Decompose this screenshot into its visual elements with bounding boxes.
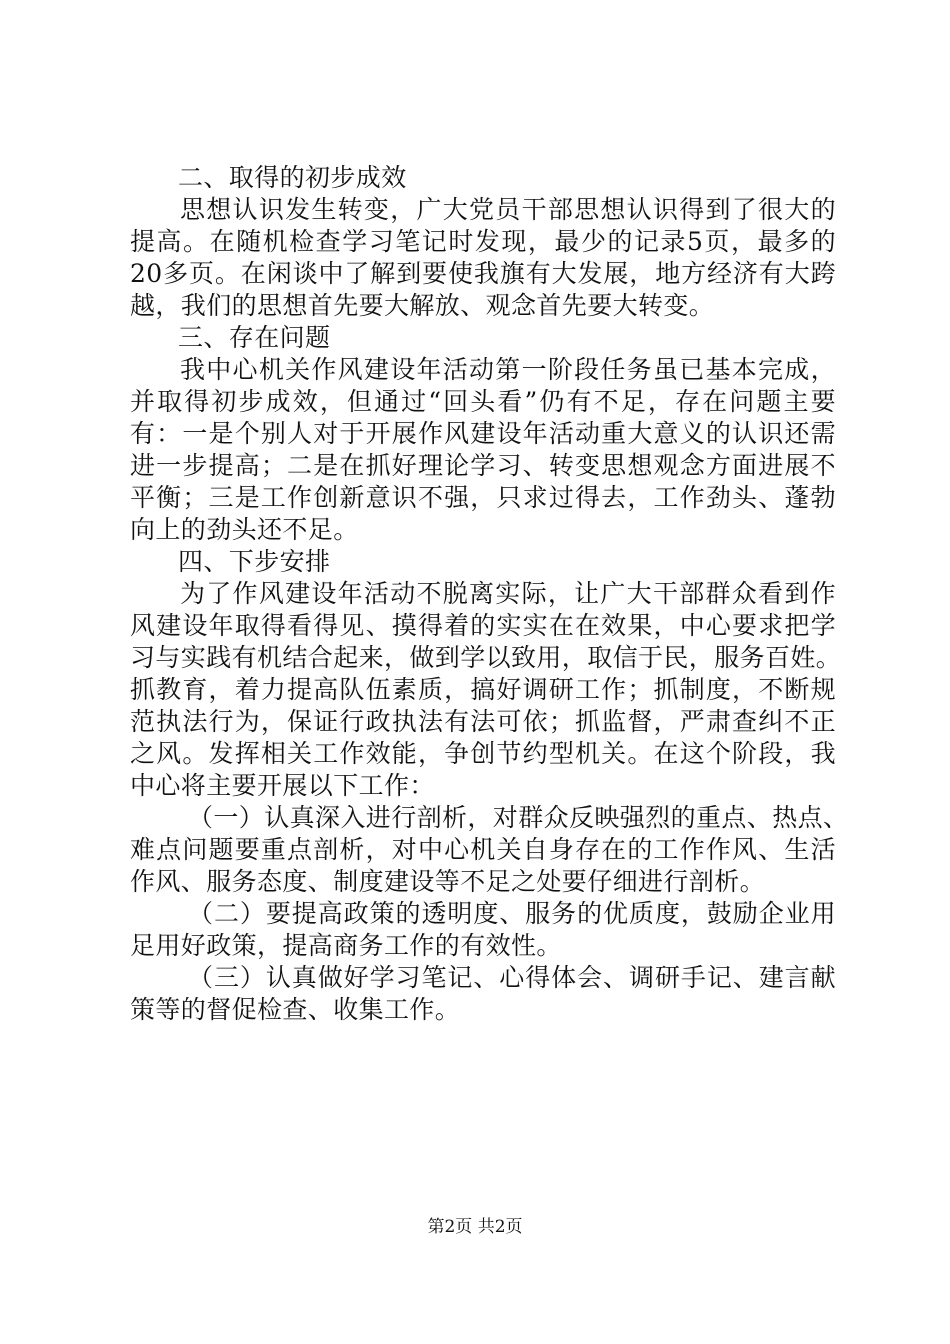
- paragraph-line: 为了作风建设年活动不脱离实际，让广大干部群众看到作: [180, 579, 836, 608]
- paragraph-line: 中心将主要开展以下工作：: [130, 771, 435, 800]
- page-number-footer: 第2页 共2页: [427, 1217, 523, 1237]
- paragraph-line: 并取得初步成效，但通过“回头看”仍有不足，存在问题主要: [130, 387, 836, 416]
- section-heading-problems: 三、存在问题: [178, 323, 331, 352]
- document-body: [130, 162, 849, 1026]
- paragraph-line: 之风。发挥相关工作效能，争创节约型机关。在这个阶段，我: [130, 739, 836, 768]
- section-heading-next-steps: 四、下步安排: [178, 547, 331, 576]
- list-item-line: 策等的督促检查、收集工作。: [130, 995, 461, 1024]
- list-item-line: 足用好政策，提高商务工作的有效性。: [130, 931, 562, 960]
- paragraph-line: 越，我们的思想首先要大解放、观念首先要大转变。: [130, 291, 715, 320]
- list-item-line: （三）认真做好学习笔记、心得体会、调研手记、建言献: [188, 963, 836, 992]
- list-item-line: （一）认真深入进行剖析，对群众反映强烈的重点、热点、: [188, 803, 849, 832]
- paragraph-line: 20多页。在闲谈中了解到要使我旗有大发展，地方经济有大跨: [130, 259, 836, 288]
- paragraph-line: 范执法行为，保证行政执法有法可依；抓监督，严肃查纠不正: [130, 707, 836, 736]
- list-item-line: 难点问题要重点剖析，对中心机关自身存在的工作作风、生活: [130, 835, 836, 864]
- paragraph-line: 抓教育，着力提高队伍素质，搞好调研工作；抓制度，不断规: [130, 675, 836, 704]
- list-item-line: 作风、服务态度、制度建设等不足之处要仔细进行剖析。: [130, 867, 766, 896]
- paragraph-line: 提高。在随机检查学习笔记时发现，最少的记录5页，最多的: [130, 227, 836, 256]
- section-heading-achievements: 二、取得的初步成效: [178, 163, 407, 192]
- paragraph-line: 风建设年取得看得见、摸得着的实实在在效果，中心要求把学: [130, 611, 836, 640]
- paragraph-line: 习与实践有机结合起来，做到学以致用，取信于民，服务百姓。: [130, 643, 842, 672]
- paragraph-line: 我中心机关作风建设年活动第一阶段任务虽已基本完成，: [180, 355, 836, 384]
- paragraph-line: 有：一是个别人对于开展作风建设年活动重大意义的认识还需: [130, 419, 836, 448]
- paragraph-line: 向上的劲头还不足。: [130, 515, 359, 544]
- paragraph-line: 思想认识发生转变，广大党员干部思想认识得到了很大的: [180, 195, 836, 224]
- paragraph-line: 平衡；三是工作创新意识不强，只求过得去，工作劲头、蓬勃: [130, 483, 836, 512]
- paragraph-line: 进一步提高；二是在抓好理论学习、转变思想观念方面进展不: [130, 451, 836, 480]
- list-item-line: （二）要提高政策的透明度、服务的优质度，鼓励企业用: [188, 899, 836, 928]
